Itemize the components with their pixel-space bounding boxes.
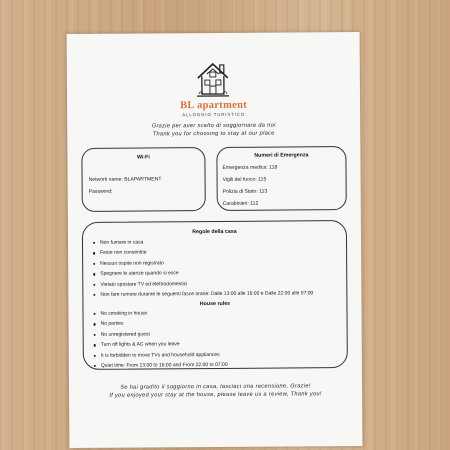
list-item: No parties [101, 318, 228, 329]
list-item: Non fare rumore durante le seguenti fasce orarie: Dalle 13:00 alle 16:00 e Dalle 22:00 alle 07:00 [100, 288, 313, 300]
emergency-title: Numeri di Emergenza [254, 152, 309, 159]
emergency-item: Carabinieri: 112 [222, 200, 259, 207]
emergency-item: Vigili del fuoco: 115 [222, 176, 267, 183]
rules-title-english: House rules [199, 300, 231, 308]
brand-subtitle: ALLOGGIO TURISTICO [182, 111, 245, 118]
emergency-item: Emergenza medica: 118 [222, 164, 278, 171]
review-request-italian: Se hai gradito il soggiorno in casa, lasciaci una recensione, Grazie! [120, 383, 311, 391]
wifi-network-name: Network name: BLAPARTMENT [88, 176, 162, 183]
list-item: Non fumare in casa [100, 236, 313, 248]
list-item: Quiet time: From 13:00 to 16:00 and From 22:00 to 07:00 [101, 360, 228, 371]
wifi-box [81, 147, 205, 212]
thanks-english: Thank you for choosing to stay at our place [152, 130, 275, 138]
list-item: Turn off lights & AC when you leave [101, 339, 228, 350]
list-item: Spegnere le utenze quando si esce [100, 267, 313, 279]
list-item: No smoking in house [100, 308, 227, 319]
info-sheet [67, 32, 363, 448]
house-rules-box [82, 220, 348, 370]
wifi-title: Wi-Fi [136, 154, 150, 161]
thanks-italian: Grazie per aver scelto di soggiornare da noi [151, 122, 276, 130]
rules-title-italian: Regole della casa [192, 228, 237, 236]
list-item: Nessun ospite non registrato [100, 257, 313, 269]
emergency-item: Polizia di Stato: 113 [222, 188, 268, 195]
house-logo-icon [195, 60, 231, 98]
wifi-password: Password: [88, 188, 113, 195]
list-item: No unregistered guest [101, 329, 228, 340]
list-item: Feste non consentite [100, 247, 313, 259]
list-item: Vietato spostare TV ed elettrodomestici [100, 278, 313, 290]
review-request-english: If you enjoyed your stay at the house, please leave us a review, Thank you! [109, 391, 322, 399]
emergency-box [216, 146, 346, 211]
rules-list-italian [100, 236, 313, 300]
brand-name: BL apartment [180, 99, 248, 112]
rules-list-english [100, 308, 227, 371]
list-item: It is forbidden to move TVs and household appliances [101, 349, 228, 360]
